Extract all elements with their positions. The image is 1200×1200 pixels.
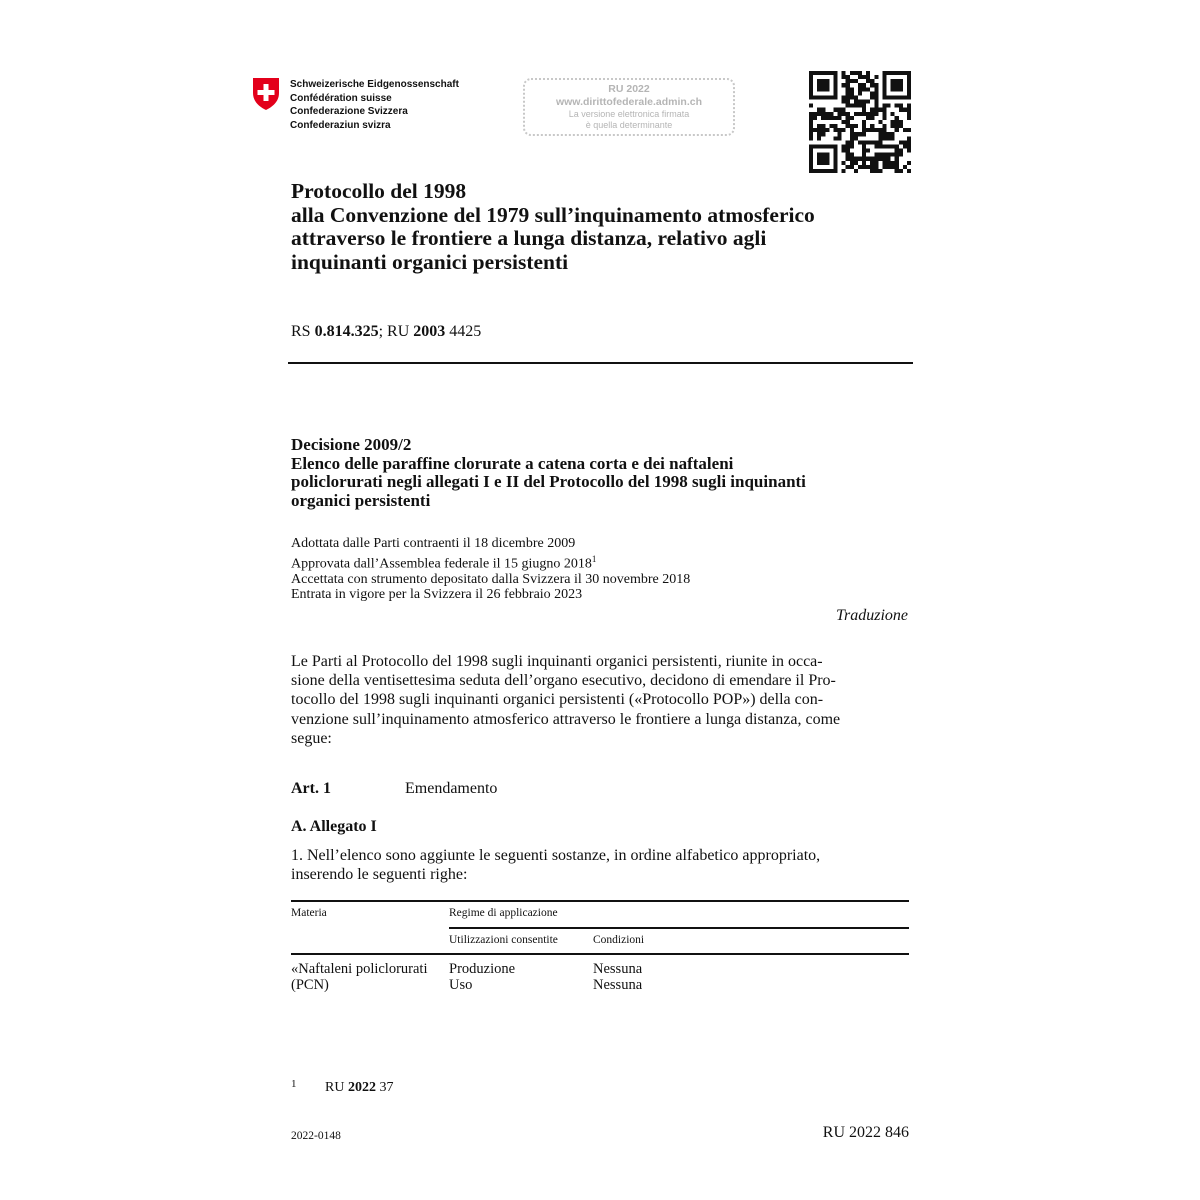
stamp-ru: RU 2022 xyxy=(608,83,650,95)
date-in-force: Entrata in vigore per la Svizzera il 26 febbraio 2023 xyxy=(291,587,583,603)
page-reference: RU 2022 846 xyxy=(822,1124,909,1141)
col-header-substance: Materia xyxy=(291,907,327,919)
intro-paragraph xyxy=(291,652,909,748)
intro-line: sione della ventisettesima seduta dell’organo esecutivo, decidono di emendare il Pro- xyxy=(291,672,836,690)
swiss-coat-of-arms-icon xyxy=(252,77,280,111)
title-line: attraverso le frontiere a lunga distanza, relativo agli xyxy=(291,226,767,250)
decision-line: organici persistenti xyxy=(291,490,431,510)
col-header-regime: Regime di applicazione xyxy=(449,907,558,919)
confed-line-fr: Confédération suisse xyxy=(290,92,392,104)
title-divider xyxy=(288,362,913,364)
translation-note: Traduzione xyxy=(835,607,908,624)
uses-cell xyxy=(449,962,515,993)
table-row-use: Uso xyxy=(449,976,473,993)
article-heading xyxy=(291,780,497,798)
intro-line: Le Parti al Protocollo del 1998 sugli inquinanti organici persistenti, riunite in occa- xyxy=(291,653,823,670)
date-approved: Approvata dall’Assemblea federale il 15 giugno 2018 xyxy=(291,556,592,572)
confed-line-de: Schweizerische Eidgenossenschaft xyxy=(290,79,459,90)
table-regime-rule xyxy=(449,927,909,929)
intro-line: segue: xyxy=(291,729,332,747)
section-paragraph xyxy=(291,846,909,884)
confederation-names xyxy=(290,78,459,132)
footnote-ru-page: 37 xyxy=(375,1080,394,1095)
intro-line: venzione sull’inquinamento atmosferico attraverso le frontiere a lunga distanza, come xyxy=(291,710,841,728)
qr-code-icon xyxy=(809,71,911,173)
footnote-number: 1 xyxy=(291,1078,297,1090)
table-row-condition: Nessuna xyxy=(593,961,643,977)
date-approved-line xyxy=(291,552,690,572)
table-top-rule xyxy=(291,900,909,902)
electronic-signature-stamp xyxy=(523,78,735,136)
confed-line-rm: Confederaziun svizra xyxy=(290,119,391,131)
rs-number: 0.814.325 xyxy=(314,323,379,340)
substance-line: (PCN) xyxy=(291,976,329,993)
article-title: Emendamento xyxy=(405,780,498,797)
paragraph-line: inserendo le seguenti righe: xyxy=(291,866,468,883)
footnote-text xyxy=(325,1080,393,1096)
ru-page: 4425 xyxy=(445,323,482,340)
footnote-ru-year: 2022 xyxy=(347,1080,376,1095)
date-adopted: Adottata dalle Parti contraenti il 18 dicembre 2009 xyxy=(291,536,576,551)
section-heading: A. Allegato I xyxy=(291,818,377,835)
rs-label: RS xyxy=(291,323,315,340)
title-line: inquinanti organici persistenti xyxy=(291,249,569,274)
substance-line: «Naftaleni policlorurati xyxy=(291,961,428,977)
table-row-use: Produzione xyxy=(449,961,516,977)
decision-dates xyxy=(291,536,690,603)
decision-line: Decisione 2009/2 xyxy=(291,435,412,454)
conditions-cell xyxy=(593,962,642,993)
intro-line: tocollo del 1998 sugli inquinanti organici persistenti («Protocollo POP») della con- xyxy=(291,691,824,709)
document-number: 2022-0148 xyxy=(291,1130,341,1142)
decision-heading xyxy=(291,436,911,510)
ru-label: ; RU xyxy=(378,323,414,340)
confed-line-it: Confederazione Svizzera xyxy=(290,106,408,117)
table-header-rule xyxy=(291,953,909,955)
date-accepted: Accettata con strumento depositato dalla Svizzera il 30 novembre 2018 xyxy=(291,571,691,587)
document-reference xyxy=(291,323,481,341)
decision-line: policlorurati negli allegati I e II del Protocollo del 1998 sugli inquinanti xyxy=(291,472,806,491)
stamp-url: www.dirittofederale.admin.ch xyxy=(555,96,703,108)
title-line: alla Convenzione del 1979 sull’inquinamento atmosferico xyxy=(291,202,815,227)
article-number: Art. 1 xyxy=(291,780,331,797)
stamp-note-2: è quella determinante xyxy=(585,120,673,130)
qr-modules xyxy=(809,71,911,173)
col-header-conditions: Condizioni xyxy=(593,934,645,946)
ru-year: 2003 xyxy=(413,323,446,340)
title-line: Protocollo del 1998 xyxy=(291,179,467,203)
stamp-note-1: La versione elettronica firmata xyxy=(568,109,690,119)
substance-cell xyxy=(291,962,428,993)
document-title xyxy=(291,180,911,274)
footnote-marker[interactable]: 1 xyxy=(591,553,597,564)
footnote-ru-label: RU xyxy=(325,1080,348,1095)
col-header-uses: Utilizzazioni consentite xyxy=(449,934,558,946)
paragraph-line: 1. Nell’elenco sono aggiunte le seguenti sostanze, in ordine alfabetico appropriato, xyxy=(291,847,821,864)
table-row-condition: Nessuna xyxy=(593,976,643,993)
decision-line: Elenco delle paraffine clorurate a catena corta e dei naftaleni xyxy=(291,453,734,473)
